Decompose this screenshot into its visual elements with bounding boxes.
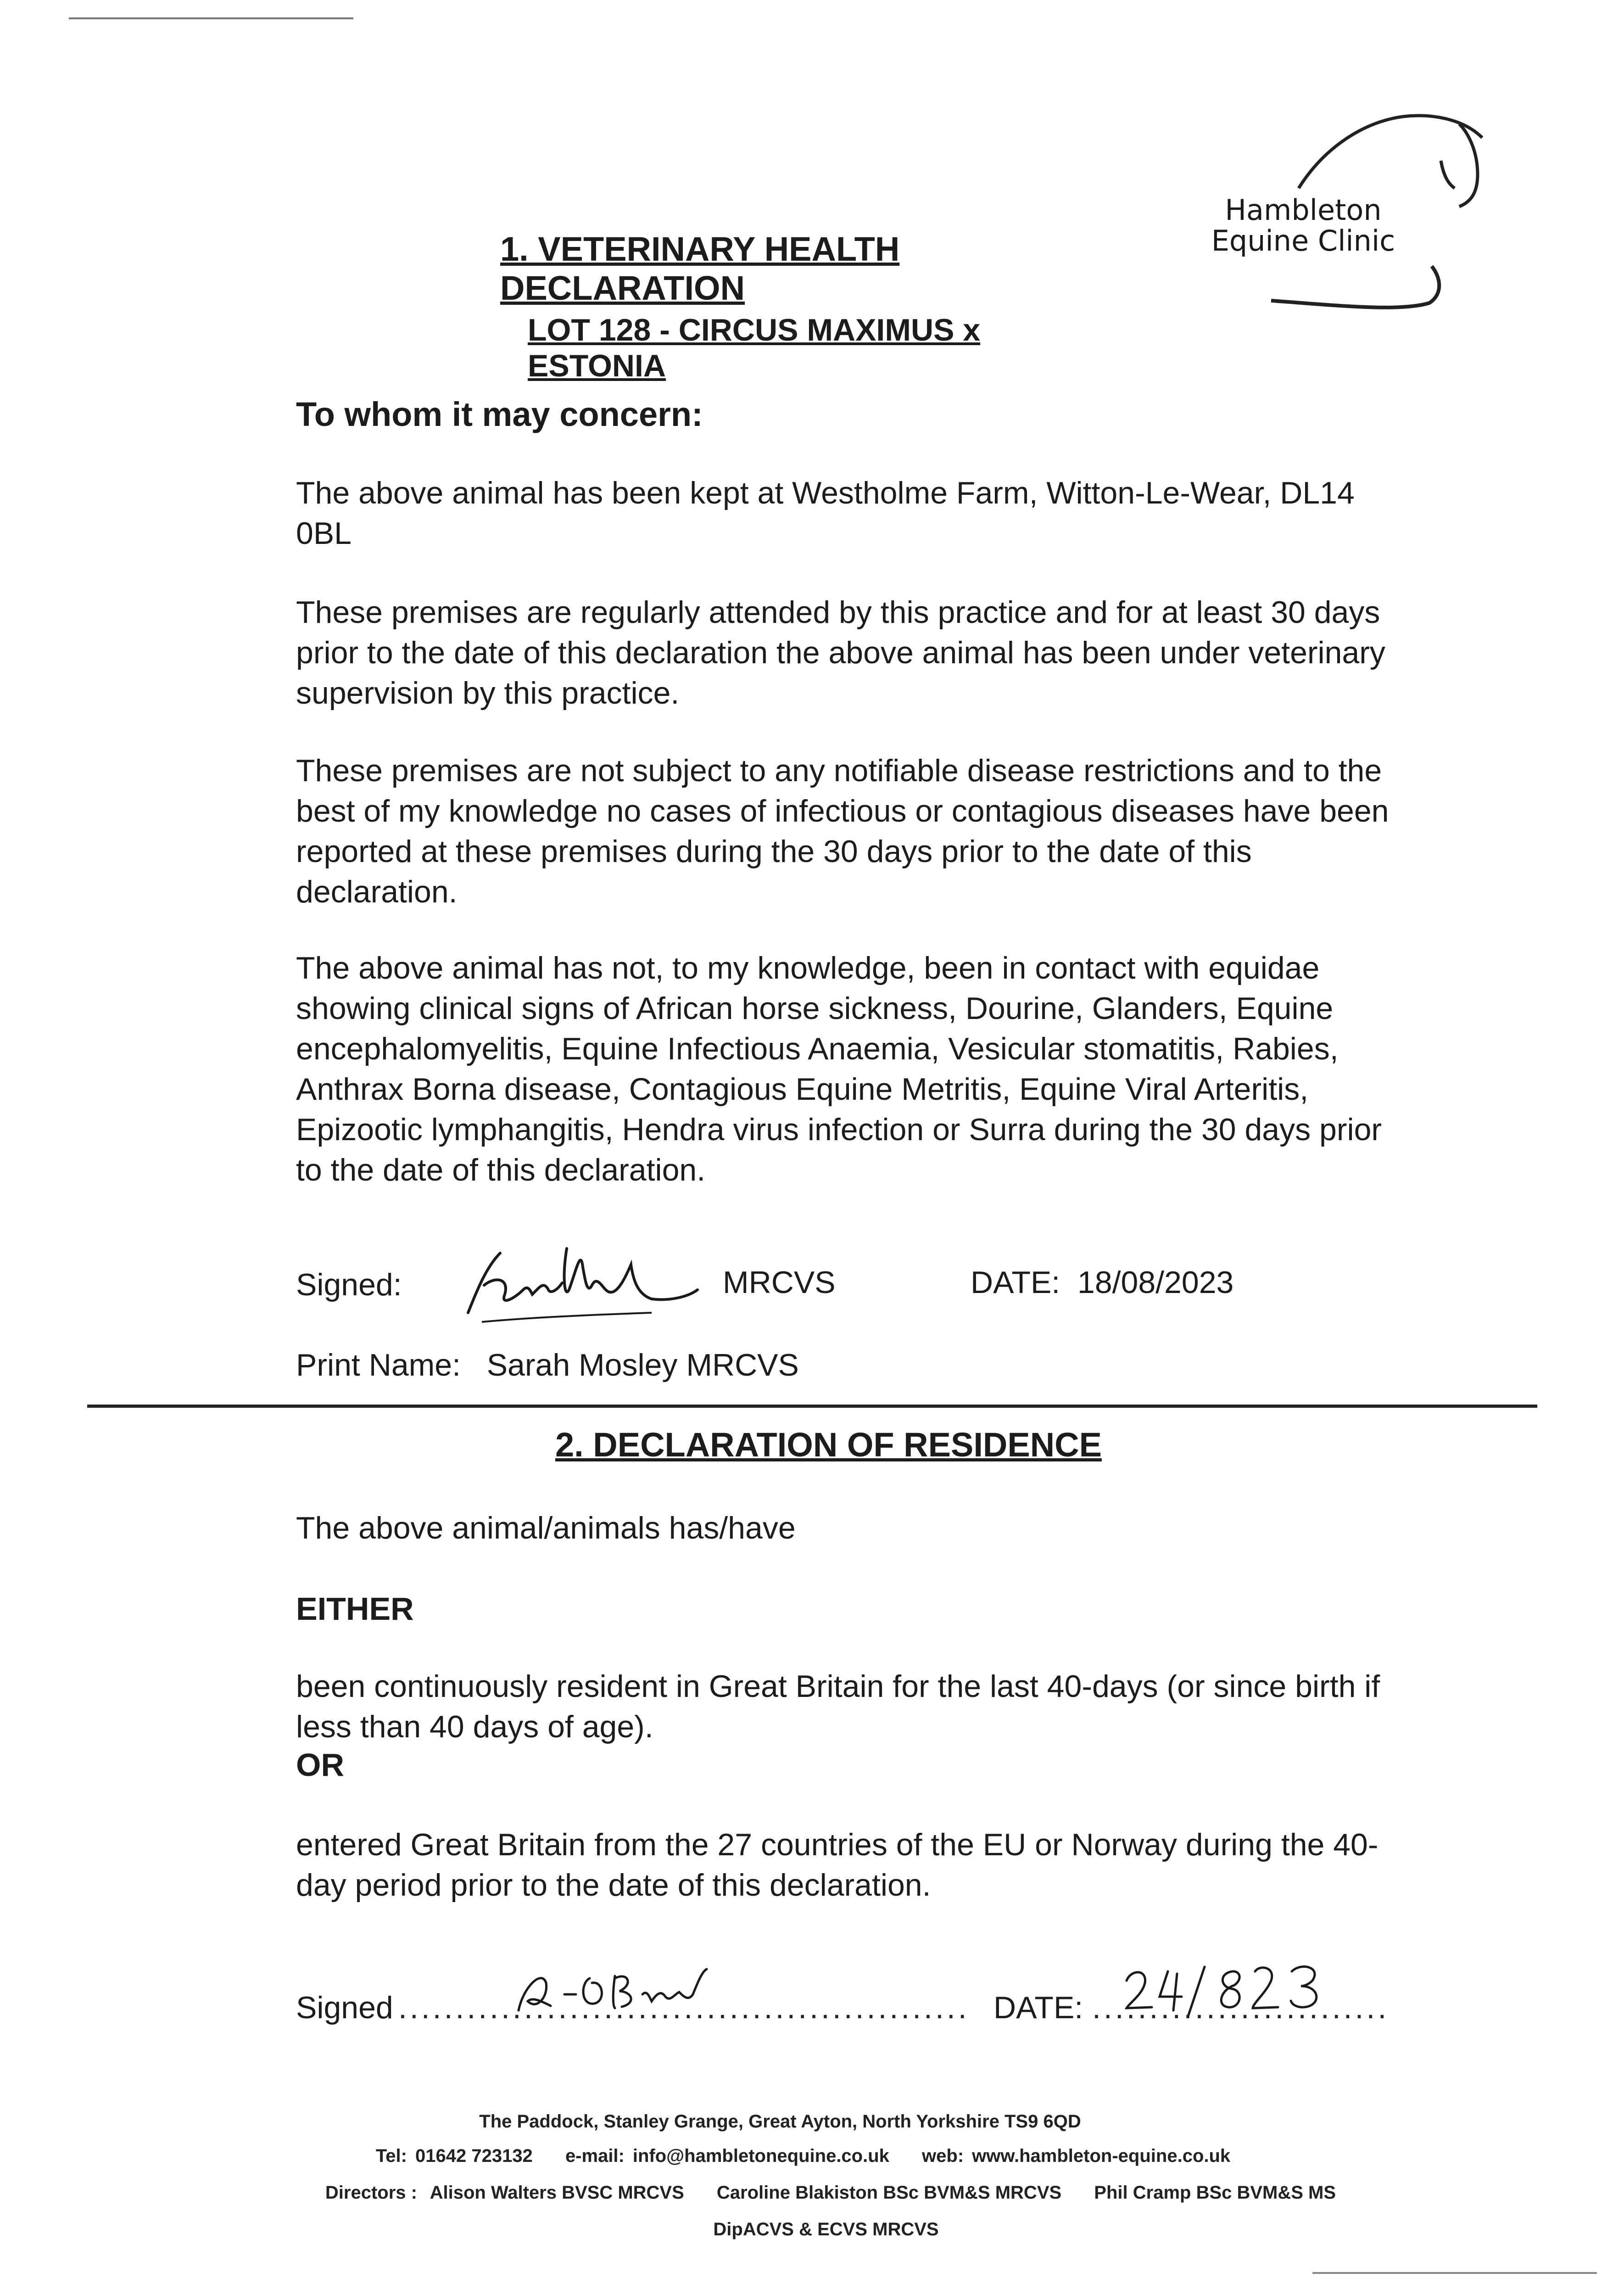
date2-label: DATE: (993, 1990, 1083, 2025)
vet-date (971, 1265, 1233, 1300)
footer-directors (257, 2183, 1404, 2203)
directors-label: Directors : (325, 2183, 417, 2203)
signature-suffix: MRCVS (723, 1265, 836, 1300)
option1-text: been continuously resident in Great Britain for the last 40-days (or since birth if less than 40 days of age). (296, 1669, 1380, 1744)
date-dotted-line: .......................... (1092, 1990, 1390, 2025)
owner-date (1108, 1953, 1347, 2022)
residence-intro: The above animal/animals has/have (296, 1511, 796, 1545)
email-link[interactable]: info@hambletonequine.co.uk (632, 2146, 889, 2166)
date-label: DATE: (971, 1265, 1060, 1300)
email-label: e-mail: (565, 2146, 625, 2166)
tel-value: 01642 723132 (415, 2146, 533, 2166)
web-link[interactable]: www.hambleton-equine.co.uk (972, 2146, 1231, 2166)
disease-contact-paragraph: The above animal has not, to my knowledge, been in contact with equidae showing clinical signs of African horse sickness, Dourine, Glanders, Equine encephalomyelitis, Equine Infectious Anaemia, Vesicular stomatitis, Rabies, Anthrax Borna disease, Contagious Equine Metritis, Equine Viral Arteritis, Epizootic lymphangitis, Hendra virus infection or Surra during the 30 days prior to the date of this declaration. (296, 951, 1382, 1187)
logo-name-line1: Hambleton (1225, 193, 1382, 227)
clinic-logo (1184, 96, 1478, 312)
residence-paragraph: The above animal has been kept at Westholme Farm, Witton-Le-Wear, DL14 0BL (296, 476, 1355, 551)
director-3: Phil Cramp BSc BVM&S MS (1094, 2183, 1336, 2203)
scan-edge-line-bottom (1312, 2272, 1597, 2274)
scan-edge-line (69, 17, 353, 19)
date-value: 18/08/2023 (1077, 1265, 1234, 1300)
either-label: EITHER (296, 1591, 414, 1627)
footer-contact (321, 2146, 1285, 2166)
lot-title: LOT 128 - CIRCUS MAXIMUS x ESTONIA (528, 313, 981, 383)
vet-signature (450, 1221, 707, 1336)
tel-label: Tel: (375, 2146, 407, 2166)
print-name-label: Print Name: (296, 1348, 461, 1383)
section2-title: 2. DECLARATION OF RESIDENCE (555, 1426, 1102, 1464)
section1-title: 1. VETERINARY HEALTH DECLARATION (500, 230, 900, 307)
or-label: OR (296, 1747, 344, 1783)
supervision-paragraph: These premises are regularly attended by this practice and for at least 30 days prior to the date of this declaration the above animal has been under veterinary supervision by this practice. (296, 595, 1385, 711)
section-divider (87, 1405, 1537, 1408)
signature-dotted-line: .................................................. (398, 1990, 970, 2025)
director-2: Caroline Blakiston BSc BVM&S MRCVS (716, 2183, 1062, 2203)
footer-director3-continued: DipACVS & ECVS MRCVS (713, 2219, 939, 2239)
logo-name-line2: Equine Clinic (1211, 224, 1395, 257)
signed-label: Signed: (296, 1267, 402, 1302)
restrictions-paragraph: These premises are not subject to any notifiable disease restrictions and to the best of my knowledge no cases of infectious or contagious diseases have been reported at these premises during the 30 days prior to the date of this declaration. (296, 753, 1389, 909)
print-name (296, 1347, 799, 1383)
print-name-value: Sarah Mosley MRCVS (486, 1348, 799, 1383)
web-label: web: (922, 2146, 964, 2166)
director-1: Alison Walters BVSC MRCVS (430, 2183, 684, 2203)
footer-address: The Paddock, Stanley Grange, Great Ayton, North Yorkshire TS9 6QD (479, 2111, 1081, 2132)
option2-text: entered Great Britain from the 27 countries of the EU or Norway during the 40-day period prior to the date of this declaration. (296, 1827, 1378, 1903)
salutation: To whom it may concern: (296, 395, 703, 433)
owner-signature (491, 1951, 748, 2029)
signed2-label: Signed (296, 1990, 393, 2025)
